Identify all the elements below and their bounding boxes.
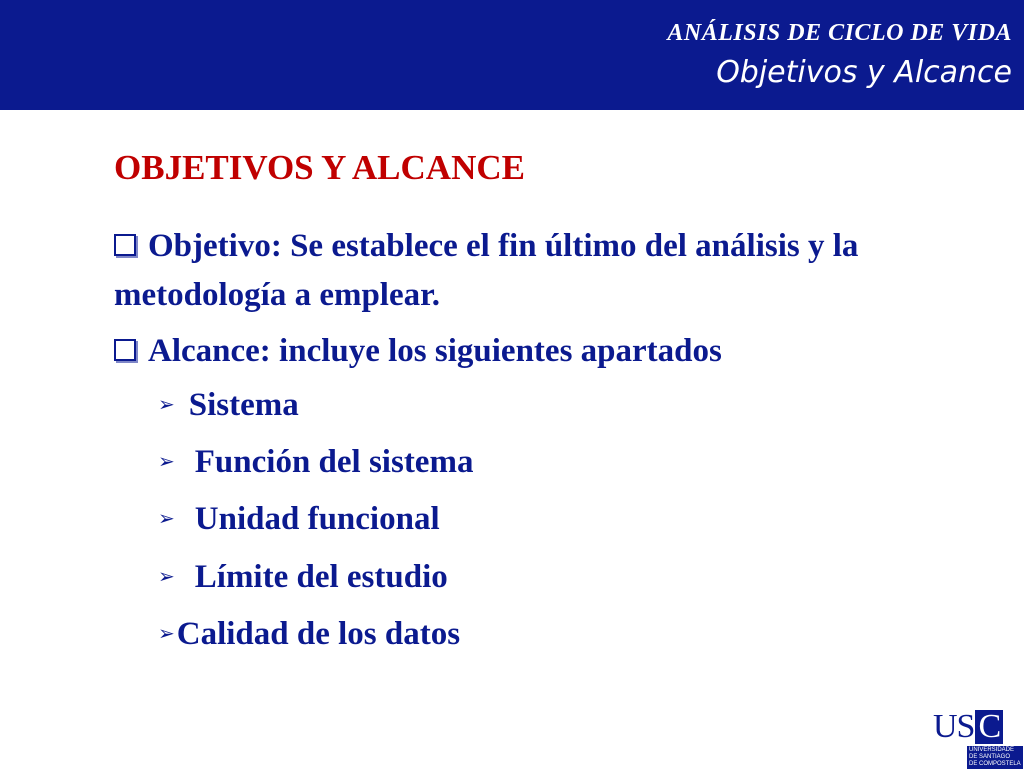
arrow-bullet-icon: ➢	[158, 564, 175, 588]
header-title: Objetivos y Alcance	[716, 55, 1012, 90]
section-title: OBJETIVOS Y ALCANCE	[114, 148, 525, 187]
logo-line: UNIVERSIDADE	[969, 747, 1015, 753]
bullet-objetivo	[114, 222, 964, 320]
arrow-bullet-icon: ➢	[158, 621, 175, 645]
logo-line: DE SANTIAGO	[969, 754, 1011, 760]
sub-item-limite	[158, 559, 448, 596]
sub-item-unidad	[158, 501, 440, 538]
logo-subtitle	[967, 746, 1023, 769]
usc-logo	[933, 710, 1023, 768]
checkbox-bullet-icon	[114, 339, 136, 361]
sub-item-label: Unidad funcional	[194, 501, 440, 537]
arrow-bullet-icon: ➢	[158, 449, 175, 473]
bullet-text: incluye los siguientes apartados	[279, 333, 722, 369]
arrow-bullet-icon: ➢	[158, 392, 175, 416]
bullet-key: Alcance:	[148, 333, 271, 369]
logo-line: DE COMPOSTELA	[969, 761, 1021, 767]
sub-item-label: Sistema	[188, 387, 299, 423]
sub-item-funcion	[158, 444, 473, 481]
sub-item-label: Función del sistema	[194, 444, 474, 480]
bullet-text: Se establece el fin último del análisis y la metodología a emplear.	[114, 228, 859, 313]
sub-item-calidad	[158, 616, 460, 653]
sub-item-sistema	[158, 387, 299, 424]
arrow-bullet-icon: ➢	[158, 506, 175, 530]
checkbox-bullet-icon	[114, 234, 136, 256]
bullet-key: Objetivo:	[148, 228, 282, 264]
header-subtitle: ANÁLISIS DE CICLO DE VIDA	[667, 20, 1012, 46]
logo-letter-c: C	[975, 710, 1003, 744]
logo-letters	[933, 710, 1003, 744]
logo-letters-us: US	[933, 708, 975, 745]
sub-item-label: Límite del estudio	[194, 559, 448, 595]
header-band	[0, 0, 1024, 110]
sub-item-label: Calidad de los datos	[176, 616, 461, 652]
bullet-alcance	[114, 327, 964, 376]
